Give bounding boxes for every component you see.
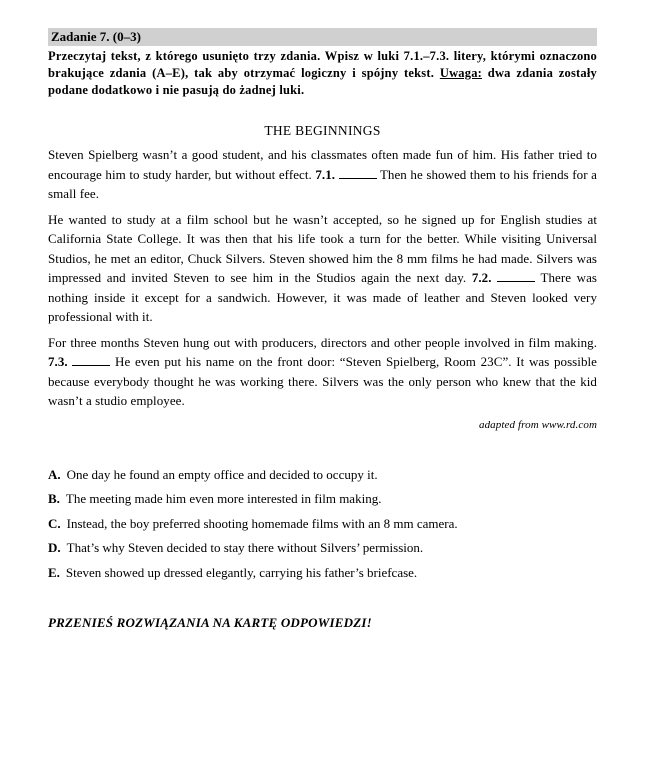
answer-options: [48, 463, 597, 586]
option-letter: E.: [48, 564, 60, 580]
option-d: [48, 536, 597, 561]
paragraph-2-part-a: He wanted to study at a film school but he wasn’t accepted, so he signed up for English studies at California State College. It was then that his life took a turn for the better. While visiting Universal Studios, he met an editor, Chuck Silvers. Steven showed him the 8 mm films he had made. Silvers was impressed and invited Steven to see him in the Studios again the next day.: [48, 211, 597, 285]
paragraph-1: [48, 145, 597, 204]
task-header: Zadanie 7. (0–3): [48, 28, 597, 46]
paragraph-3: [48, 333, 597, 411]
option-text: Instead, the boy preferred shooting homemade films with an 8 mm camera.: [66, 515, 458, 531]
transfer-answers-note: PRZENIEŚ ROZWIĄZANIA NA KARTĘ ODPOWIEDZI!: [48, 615, 372, 630]
instruction-text: Przeczytaj tekst, z którego usunięto trzy zdania. Wpisz w luki 7.1.–7.3. litery, którymi oznaczono brakujące zdania (A–E), tak aby otrzymać logiczny i spójny tekst.: [48, 49, 597, 80]
note-label: Uwaga:: [439, 66, 483, 80]
gap-7-1-label: 7.1.: [315, 166, 336, 182]
gap-7-3-blank[interactable]: [72, 353, 110, 366]
note-text: dwa zdania zostały podane dodatkowo i nie pasują do żadnej luki.: [48, 66, 597, 97]
option-a: [48, 463, 597, 488]
gap-7-2-label: 7.2.: [471, 270, 492, 285]
option-e: [48, 561, 597, 586]
option-letter: C.: [48, 515, 61, 531]
paragraph-3-part-b: He even put his name on the front door: “Steven Spielberg, Room 23C”. It was possible because everybody thought he was working there. Silvers was the only person who knew that the kid wasn’t a studio employee.: [48, 354, 597, 408]
paragraph-2: [48, 210, 597, 327]
gap-7-1-blank[interactable]: [339, 166, 377, 179]
option-text: That’s why Steven decided to stay there without Silvers’ permission.: [66, 540, 424, 555]
exam-page: [48, 28, 597, 631]
option-c: [48, 512, 597, 537]
paragraph-1-part-a: Steven Spielberg wasn’t a good student, and his classmates often made fun of him. His father tried to encourage him to study harder, but without effect.: [48, 147, 597, 182]
option-text: The meeting made him even more interested in film making.: [65, 491, 382, 506]
text-title: THE BEGINNINGS: [264, 123, 381, 138]
paragraph-3-part-a: For three months Steven hung out with producers, directors and other people involved in film making.: [48, 334, 597, 350]
gap-7-3-label: 7.3.: [48, 354, 68, 369]
option-b: [48, 487, 597, 512]
source-citation: adapted from www.rd.com: [478, 418, 597, 431]
option-letter: B.: [48, 491, 60, 506]
paragraph-2-part-b: There was nothing inside it except for a sandwich. However, it was made of leather and Steven looked very professional with it.: [48, 270, 597, 324]
task-instructions: [48, 48, 597, 99]
option-text: One day he found an empty office and decided to occupy it.: [66, 466, 378, 482]
option-letter: A.: [48, 466, 61, 482]
option-letter: D.: [48, 540, 61, 555]
paragraph-1-part-b: Then he showed them to his friends for a small fee.: [48, 166, 597, 201]
option-text: Steven showed up dressed elegantly, carrying his father’s briefcase.: [65, 564, 418, 580]
gap-7-2-blank[interactable]: [497, 269, 535, 282]
